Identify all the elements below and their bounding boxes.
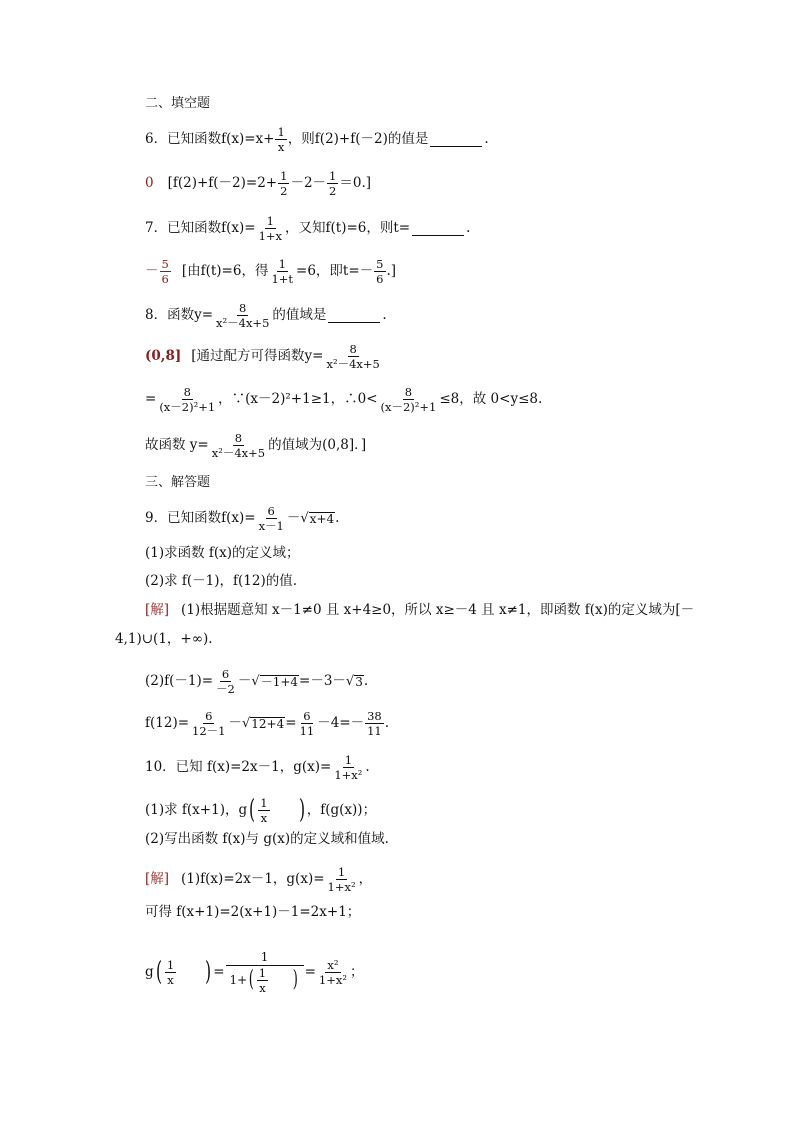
question-6: 6．已知函数 f(x)=x+ $\frac{1}{x}$ ，则f(2)+f(－2)的值是 .: [145, 125, 489, 155]
fraction-1-over-1-plus-t: $\frac{1}{1+t}$: [271, 257, 294, 287]
answer-8-continued: = $\frac{8}{\text{(x－2)²+1}}$ ，∵(x－2)²+1≥1，∴0< $\frac{8}{\text{(x－2)²+1}}$ ≤8，故 0<y≤8.: [145, 385, 543, 415]
fraction-38-over-11: 38 11: [367, 709, 382, 739]
fraction-6-over-neg2: $\frac{6}{-2}$: [216, 667, 235, 697]
sqrt-12-plus-4: √ 12+4: [241, 716, 285, 732]
answer-blank: [412, 222, 464, 236]
answer-8-conclusion: 故函数 y= $\frac{8}{\text{x²－4x+5}}$ 的值域为(0,8]．]: [145, 431, 367, 461]
fraction-1-over-x: 1 x: [260, 796, 268, 826]
fraction-1-over-1-plus-x2: $\frac{1}{\text{1+x²}}$: [327, 865, 356, 895]
fraction-8-over-quad: $\frac{8}{\text{x²－4x+5}}$: [211, 431, 266, 461]
fraction-1-over-x: $\frac{1}{x}$: [277, 125, 285, 155]
question-text: 6．已知函数: [145, 130, 222, 147]
section-title: 三、解答题: [145, 475, 211, 490]
fraction-x2-over-1-plus-x2: $\frac{\text{x²}}{\text{1+x²}}$: [318, 957, 347, 987]
sqrt-3: √ 3: [345, 674, 363, 690]
fraction-6-over-12-minus-1: $\frac{6}{12-1}$: [192, 709, 226, 739]
fraction-8-over-quad: $\frac{8}{\text{x²－4x+5}}$: [216, 301, 270, 331]
function-expr: f(x)=x+: [221, 130, 275, 147]
fraction-5-over-6: 5 6: [161, 257, 169, 287]
sqrt-neg1-plus-4: √ －1+4: [251, 674, 299, 690]
fraction-1-over-x: 1 x: [258, 965, 267, 995]
question-9-part-2: (2)求 f(－1)，f(12)的值.: [145, 573, 298, 589]
question-8: 8．函数y= $\frac{8}{\text{x²－4x+5}}$ 的值域是 .: [145, 301, 387, 331]
solution-9-part-1-continued: 4,1)∪(1，+∞).: [115, 631, 213, 647]
question-10-part-1: (1)求 f(x+1)，g ( 1 x ) ，f(g(x))；: [145, 794, 377, 826]
question-9: 9．已知函数 f(x)= $\frac{6}{x-1}$ － √ x+4 .: [145, 504, 340, 534]
section-title: 二、填空题: [145, 96, 211, 111]
fraction-nested: 1 1+ ( 1 x ): [226, 951, 304, 994]
answer-sign: －: [145, 262, 159, 279]
answer-blank: [328, 309, 380, 323]
answer-7: － 5 6 [由f(t)=6，得 $\frac{1}{1+t}$ =6，即t=－ 5 6 .]: [145, 257, 397, 287]
question-10: 10．已知 f(x)=2x－1，g(x)= $\frac{1}{\text{1+x²}}$ .: [145, 753, 370, 783]
sqrt-x-plus-4: √ x+4: [300, 511, 335, 527]
fraction-8-over-square-form: $\frac{8}{\text{(x－2)²+1}}$: [159, 385, 216, 415]
answer-6: 0 [f(2)+f(－2)=2+ $\frac{1}{2}$ －2－ 1 2 ＝0.]: [145, 169, 372, 199]
fraction-1-over-x: 1 x: [166, 957, 175, 987]
fraction-5-over-6: 5 6: [376, 257, 384, 287]
question-9-part-1: (1)求函数 f(x)的定义域；: [145, 545, 300, 561]
section-header-fill-blank: [145, 97, 210, 110]
solution-10-g-1-over-x: g ( 1 x ) = 1 1+ ( 1 x ) = $\frac{\text{x²}}{\text{1+x²}}$ ；: [145, 950, 364, 995]
fraction-8-over-quad: $\frac{8}{\text{x²－4x+5}}$: [326, 342, 380, 372]
answer-value: (0,8]: [145, 347, 182, 364]
fraction-1-over-2: $\frac{1}{2}$: [280, 169, 288, 199]
fraction-1-over-1-plus-x: $\frac{1}{1+x}$: [258, 214, 283, 244]
question-7: 7．已知函数 f(x)= $\frac{1}{1+x}$ ，又知f(t)=6，则t= .: [145, 214, 471, 244]
fraction-1-over-1-plus-x2: $\frac{1}{\text{1+x²}}$: [334, 753, 363, 783]
solution-9-part-2b: f(12)= $\frac{6}{12-1}$ － √ 12+4 = $\frac{6}{11}$ －4=－ 38 11 .: [145, 709, 390, 739]
fraction-6-over-11: $\frac{6}{11}$: [299, 709, 315, 739]
fraction-6-over-x-minus-1: $\frac{6}{x-1}$: [258, 504, 284, 534]
solution-9-part-2a: (2)f(－1)= $\frac{6}{-2}$ － √ －1+4 =－3－ √ 3 .: [145, 667, 369, 697]
section-header-solve: [145, 476, 210, 489]
question-10-part-2: (2)写出函数 f(x)与 g(x)的定义域和值域.: [145, 831, 389, 847]
solution-10-f-x-plus-1: 可得 f(x+1)=2(x+1)－1=2x+1；: [145, 904, 361, 920]
answer-8: (0,8] [通过配方可得函数y= $\frac{8}{\text{x²－4x+5}}$: [145, 342, 380, 372]
solution-label: [解]: [145, 602, 170, 618]
question-text: ，则f(2)+f(－2)的值是: [287, 130, 429, 147]
answer-value: 0: [145, 174, 154, 191]
solution-10-part-1: [解] (1)f(x)=2x－1，g(x)= $\frac{1}{\text{1+x²}}$ ，: [145, 865, 373, 895]
solution-label: [解]: [145, 870, 170, 887]
fraction-1-over-2: 1 2: [329, 169, 337, 199]
fraction-8-over-square-form: $\frac{8}{\text{(x－2)²+1}}$: [380, 385, 437, 415]
answer-blank: [430, 133, 482, 147]
solution-9-part-1: [解] (1)根据题意知 x－1≠0 且 x+4≥0，所以 x≥－4 且 x≠1，即函数 f(x)的定义域为[－: [145, 602, 695, 618]
